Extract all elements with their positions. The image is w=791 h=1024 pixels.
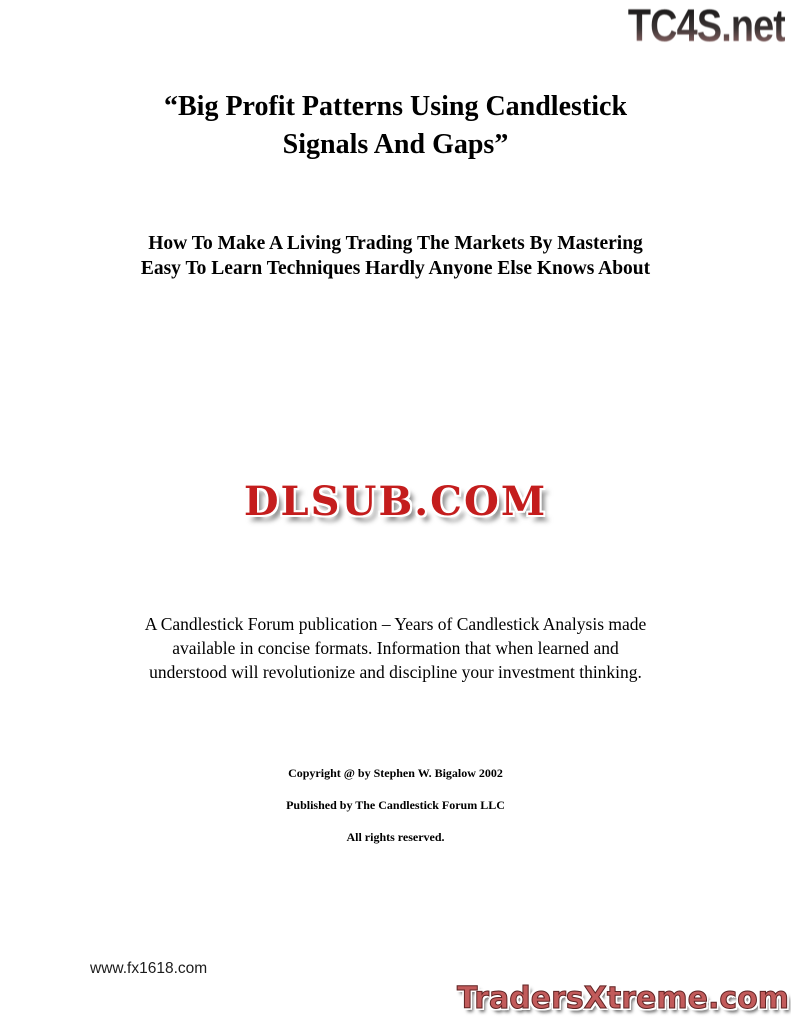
fx1618-url[interactable]: www.fx1618.com [90, 960, 208, 977]
publisher-line: Published by The Candlestick Forum LLC [286, 798, 505, 812]
dlsub-logo-container [0, 478, 791, 525]
book-title-line-2: Signals And Gaps” [282, 129, 509, 160]
copyright-line: Copyright @ by Stephen W. Bigalow 2002 [288, 766, 503, 780]
publication-description-line-1: A Candlestick Forum publication – Years of Candlestick Analysis made [144, 614, 647, 634]
rights-reserved-line: All rights reserved. [346, 830, 445, 844]
book-subtitle-line-1: How To Make A Living Trading The Markets By Mastering [148, 233, 643, 254]
book-title-line-1: “Big Profit Patterns Using Candlestick [163, 91, 628, 122]
tc4s-logo[interactable]: TC4S.net [627, 0, 785, 51]
book-subtitle-line-2: Easy To Learn Techniques Hardly Anyone Else Knows About [140, 258, 651, 279]
dlsub-logo[interactable]: DLSUB.COM [243, 478, 548, 525]
book-title [0, 88, 791, 164]
publication-description-line-3: understood will revolutionize and discipline your investment thinking. [149, 662, 642, 682]
book-subtitle [0, 231, 791, 281]
tradersxtreme-logo[interactable]: TradersXtreme.com [457, 981, 789, 1016]
publication-description [0, 612, 791, 684]
copyright-block [0, 766, 791, 862]
publication-description-line-2: available in concise formats. Information that when learned and [172, 638, 619, 658]
